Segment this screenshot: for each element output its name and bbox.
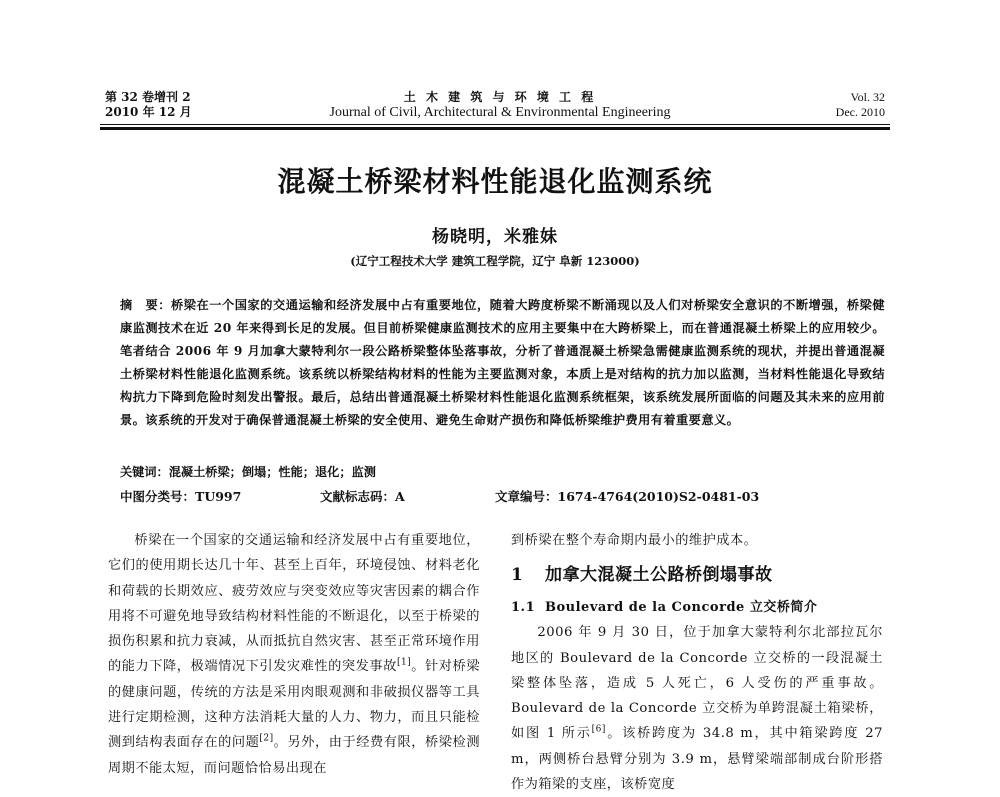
header-rule-thin <box>100 124 890 125</box>
abstract-text: 桥梁在一个国家的交通运输和经济发展中占有重要地位，随着大跨度桥梁不断涌现以及人们对桥梁安全意识的不断增强，桥梁健康监测技术在近 20 年来得到长足的发展。但目前桥梁健康监测技术的应用主要集中在大跨桥梁上，而在普通混凝土桥梁上的应用较少。笔者结合 2006 年 9 月加拿大蒙特利尔一段公路桥梁整体坠落事故，分析了普通混凝土桥梁急需健康监测系统的现状，并提出普通混凝土桥梁材料性能退化监测系统。该系统以桥梁结构材料的性能为主要监测对象，本质上是对结构的抗力加以监测，当材料性能退化导致结构抗力下降到危险时刻发出警报。最后，总结出普通混凝土桥梁材料性能退化监测系统框架，该系统发展所面临的问题及其未来的应用前景。该系统的开发对于确保普通混凝土桥梁的安全使用、避免生命财产损伤和降低桥梁维护费用有着重要意义。 <box>120 298 885 427</box>
subsection-number: 1.1 <box>511 600 536 616</box>
paper-title: 混凝土桥梁材料性能退化监测系统 <box>277 165 713 198</box>
header-right <box>790 90 885 120</box>
abstract-label: 摘 要： <box>120 298 172 312</box>
section-text-2: 。该桥跨度为 34.8 m，其中箱梁跨度 27 m，两侧桥台悬臂分别为 3.9 m，悬臂梁端部制成台阶形搭作为箱梁的支座，该桥宽度 <box>511 726 883 793</box>
header-rule-thick <box>100 127 890 130</box>
volume-issue: 第 32 卷增刊 2 <box>105 90 191 104</box>
doc-value: A <box>395 489 405 504</box>
section-paragraph <box>511 620 883 797</box>
document-code <box>320 487 405 505</box>
art-value: 1674-4764(2010)S2-0481-03 <box>557 489 760 504</box>
citation-1: [1] <box>396 658 412 669</box>
section-number: 1 <box>511 565 524 586</box>
citation-2: [2] <box>259 733 274 744</box>
section-text-1: 2006 年 9 月 30 日，位于加拿大蒙特利尔北部拉瓦尔地区的 Boulevard de la Concorde 立交桥的一段混凝土梁整体坠落，造成 5 人死亡，6 人受伤的严重事故。Boulevard de la Concorde 立交桥为单跨混凝土箱梁桥，如图 1 所示 <box>511 625 883 742</box>
volume-en: Vol. 32 <box>850 90 885 104</box>
clc-value: TU997 <box>195 489 242 504</box>
keywords-text: 混凝土桥梁；倒塌；性能；退化；监测 <box>168 465 376 479</box>
article-number <box>495 487 759 505</box>
issue-date-cn: 2010 年 12 月 <box>105 105 192 119</box>
clc-label: 中图分类号： <box>120 489 196 504</box>
continued-text: 到桥梁在整个寿命期内最小的维护成本。 <box>511 533 758 548</box>
clc-number <box>120 489 241 504</box>
doc-label: 文献标志码： <box>320 489 396 504</box>
journal-name-cn: 土 木 建 筑 与 环 境 工 程 <box>403 90 597 104</box>
subsection-heading-1-1 <box>511 595 883 620</box>
section-title: 加拿大混凝土公路桥倒塌事故 <box>545 565 773 586</box>
classification-line <box>120 487 885 505</box>
subsection-title: Boulevard de la Concorde 立交桥简介 <box>545 600 818 616</box>
intro-text-2: 。针对桥梁的健康问题，传统的方法是采用肉眼观测和非破损仪器等工具进行定期检测，这种方法消耗大量的人力、物力，而且只能检测到结构表面存在的问题 <box>108 659 481 751</box>
issue-date-en: Dec. 2010 <box>835 105 885 119</box>
body-column-right <box>511 528 883 797</box>
intro-text-3: 。另外，由于经费有限，桥梁检测周期不能太短，而问题恰恰易出现在 <box>108 735 481 776</box>
intro-text-1: 桥梁在一个国家的交通运输和经济发展中占有重要地位，它们的使用期长达几十年、甚至上百年，环境侵蚀、材料老化和荷载的长期效应、疲劳效应与突变效应等灾害因素的耦合作用将不可避免地导致结构材料性能的不断退化，以至于桥梁的损伤积累和抗力衰减，从而抵抗自然灾害、甚至正常环境作用的能力下降，极端情况下引发灾难性的突发事故 <box>108 533 480 675</box>
abstract <box>120 294 885 432</box>
header-left <box>105 90 225 120</box>
section-heading-1 <box>511 563 883 587</box>
body-column-left <box>108 528 480 781</box>
intro-paragraph <box>108 528 480 781</box>
keywords <box>120 463 885 480</box>
citation-6: [6] <box>591 725 606 736</box>
header-center <box>290 90 710 120</box>
keywords-label: 关键词： <box>120 465 169 479</box>
paper-authors: 杨晓明，米雅妹 <box>432 227 558 247</box>
art-label: 文章编号： <box>495 489 558 504</box>
author-affiliation: (辽宁工程技术大学 建筑工程学院，辽宁 阜新 123000) <box>350 254 640 268</box>
journal-name-en: Journal of Civil, Architectural & Environmental Engineering <box>329 105 671 120</box>
